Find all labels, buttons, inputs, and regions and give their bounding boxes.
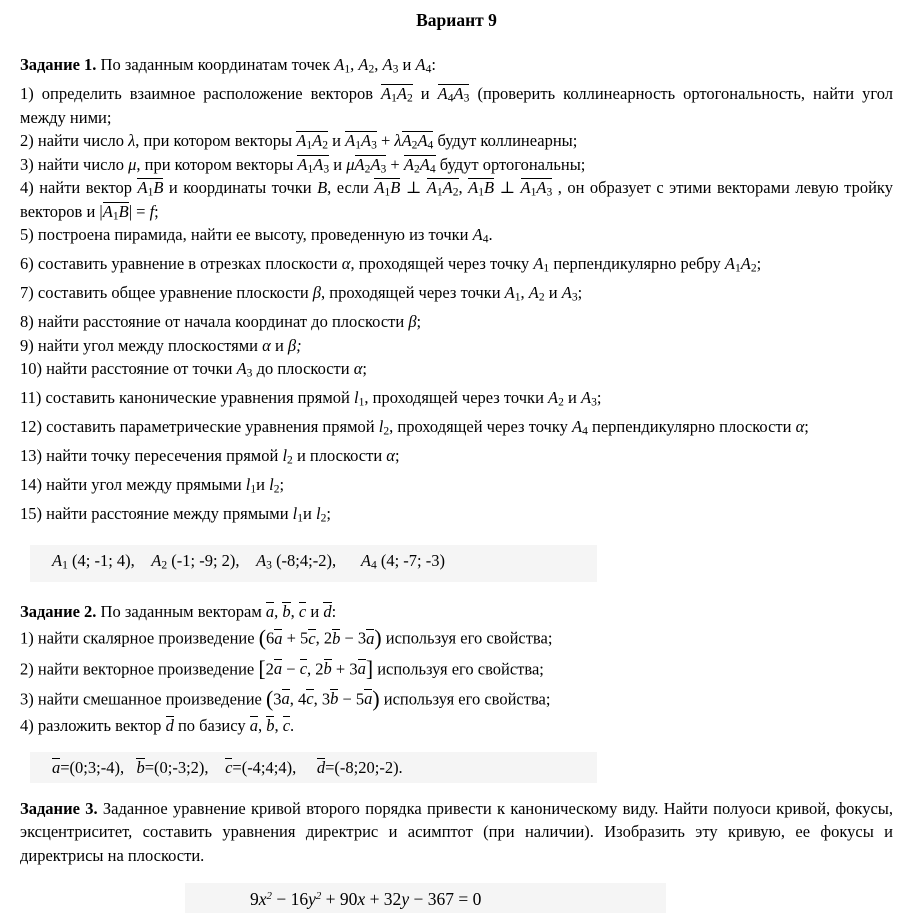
task1-heading: Задание 1. По заданным координатам точек A1, A2, A3 и A4: xyxy=(20,55,436,76)
task1-points-row: A1 (4; -1; 4), A2 (-1; -9; 2), A3 (-8;4;-2), A4 (4; -7; -3) xyxy=(30,545,597,582)
task1-item-15: 15) найти расстояние между прямыми l1и l2; xyxy=(20,504,331,525)
task1-item-4: 4) найти вектор A1B и координаты точки B, если A1B ⊥ A1A2, A1B ⊥ A1A3 , он образует с этими векторами левую тройку векторов и |A1B| = f; xyxy=(20,178,893,223)
task1-section xyxy=(20,53,893,582)
task1-item-5: 5) построена пирамида, найти ее высоту, проведенную из точки A4. xyxy=(20,225,493,246)
task1-item-13: 13) найти точку пересечения прямой l2 и плоскости α; xyxy=(20,446,400,467)
task1-item-7: 7) составить общее уравнение плоскости β, проходящей через точки A1, A2 и A3; xyxy=(20,283,583,304)
task1-item-14: 14) найти угол между прямыми l1и l2; xyxy=(20,475,285,496)
task2-item-1: 1) найти скалярное произведение (6a + 5c, 2b − 3a) используя его свойства; xyxy=(20,626,553,651)
task2-item-2: 2) найти векторное произведение [2a − c, 2b + 3a] используя его свойства; xyxy=(20,656,544,681)
task2-heading: Задание 2. По заданным векторам a, b, c и d: xyxy=(20,601,337,621)
task1-item-2: 2) найти число λ, при котором векторы A1A2 и A1A3 + λA2A4 будут коллинеарны; xyxy=(20,131,578,152)
task1-item-1: 1) определить взаимное расположение векторов A1A2 и A4A3 (проверить коллинеарность ортогональность, найти угол между ними; xyxy=(20,84,893,127)
task1-item-10: 10) найти расстояние от точки A3 до плоскости α; xyxy=(20,359,367,380)
task1-item-9: 9) найти угол между плоскостями α и β; xyxy=(20,335,302,355)
task1-item-11: 11) составить канонические уравнения прямой l1, проходящей через точки A2 и A3; xyxy=(20,388,602,409)
task1-item-8: 8) найти расстояние от начала координат до плоскости β; xyxy=(20,312,422,332)
task3-paragraph: Задание 3. Заданное уравнение кривой второго порядка привести к каноническому виду. Найти полуоси кривой, фокусы, эксцентриситет, составить уравнения директрис и асимптот (при наличии). Изобразить эту кривую, ее фокусы и директрисы на плоскости. xyxy=(20,798,893,865)
task2-vectors-row: a=(0;3;-4), b=(0;-3;2), c=(-4;4;4), d=(-8;20;-2). xyxy=(30,752,597,783)
task3-equation: $9x^2 - 16y^2 + 90x + 32y - 367 = 0$ xyxy=(185,883,666,913)
task1-item-12: 12) составить параметрические уравнения прямой l2, проходящей через точку A4 перпендикулярно плоскости α; xyxy=(20,417,809,438)
task2-item-3: 3) найти смешанное произведение (3a, 4c, 3b − 5a) используя его свойства; xyxy=(20,686,551,711)
task2-item-4: 4) разложить вектор d по базису a, b, c. xyxy=(20,716,295,736)
task1-item-3: 3) найти число μ, при котором векторы A1A3 и μA2A3 + A2A4 будут ортогональны; xyxy=(20,154,586,176)
task1-item-6: 6) составить уравнение в отрезках плоскости α, проходящей через точку A1 перпендикулярно ребру A1A2; xyxy=(20,254,762,275)
task2-section xyxy=(20,600,893,783)
document-title: Вариант 9 xyxy=(416,10,497,30)
task3-section xyxy=(20,797,893,913)
